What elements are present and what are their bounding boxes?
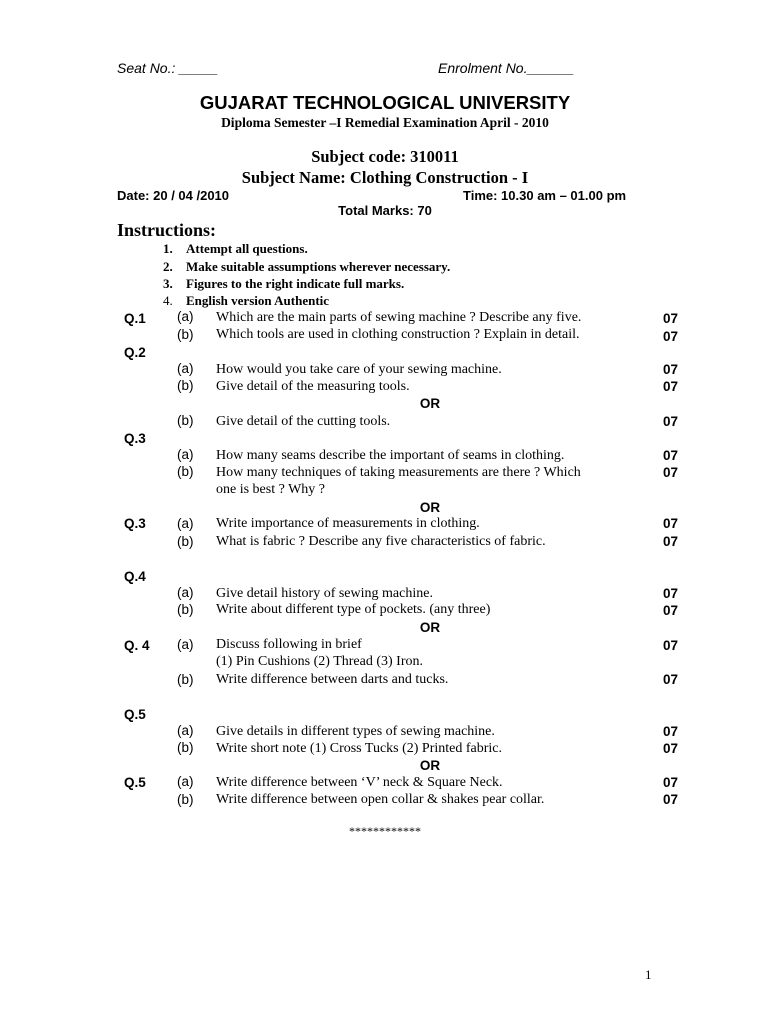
subquestion-label: (b) — [177, 378, 194, 393]
question-text: Write difference between darts and tucks. — [216, 672, 449, 687]
subquestion-label: (b) — [177, 602, 194, 617]
question-label: Q.3 — [124, 516, 146, 531]
question-text: Give details in different types of sewing machine. — [216, 724, 495, 739]
instruction-number: 3. — [163, 276, 173, 291]
subquestion-label: (b) — [177, 327, 194, 342]
or-separator: OR — [419, 758, 441, 773]
instruction-number: 1. — [163, 241, 173, 256]
question-label: Q.5 — [124, 775, 146, 790]
question-text: Give detail of the measuring tools. — [216, 379, 410, 394]
subquestion-label: (b) — [177, 534, 194, 549]
marks: 07 — [663, 586, 679, 601]
marks: 07 — [663, 414, 679, 429]
question-text: How many seams describe the important of seams in clothing. — [216, 448, 565, 463]
question-text: Write difference between open collar & shakes pear collar. — [216, 792, 545, 807]
subquestion-label: (a) — [177, 585, 194, 600]
subquestion-label: (b) — [177, 740, 194, 755]
marks: 07 — [663, 534, 679, 549]
exam-time: Time: 10.30 am – 01.00 pm — [463, 188, 627, 203]
seat-number-field: Seat No.: _____ — [117, 60, 219, 76]
instruction-text: Attempt all questions. — [186, 241, 308, 256]
marks: 07 — [663, 516, 679, 531]
question-text: Which are the main parts of sewing machine ? Describe any five. — [216, 310, 582, 325]
question-text: How many techniques of taking measurements are there ? Which — [216, 465, 581, 480]
question-text: Give detail history of sewing machine. — [216, 586, 433, 601]
question-label: Q.1 — [124, 311, 146, 326]
or-separator: OR — [419, 396, 441, 411]
subquestion-label: (a) — [177, 774, 194, 789]
marks: 07 — [663, 638, 679, 653]
question-text-continued: one is best ? Why ? — [216, 482, 325, 497]
exam-date: Date: 20 / 04 /2010 — [117, 188, 230, 203]
total-marks: Total Marks: 70 — [338, 203, 432, 218]
marks: 07 — [663, 379, 679, 394]
question-text: Write about different type of pockets. (any three) — [216, 602, 491, 617]
subquestion-label: (a) — [177, 361, 194, 376]
question-text: Which tools are used in clothing construction ? Explain in detail. — [216, 327, 580, 342]
marks: 07 — [663, 448, 679, 463]
question-text: Write difference between ‘V’ neck & Square Neck. — [216, 775, 503, 790]
or-separator: OR — [419, 500, 441, 515]
subject-code: Subject code: 310011 — [311, 147, 459, 166]
subquestion-label: (a) — [177, 723, 194, 738]
subquestion-label: (a) — [177, 447, 194, 462]
enrolment-number-field: Enrolment No.______ — [438, 60, 575, 76]
question-label: Q.2 — [124, 345, 146, 360]
question-text: How would you take care of your sewing machine. — [216, 362, 502, 377]
page-number: 1 — [645, 967, 652, 982]
instructions-heading: Instructions: — [117, 220, 217, 240]
subquestion-label: (b) — [177, 792, 194, 807]
marks: 07 — [663, 741, 679, 756]
marks: 07 — [663, 792, 679, 807]
subquestion-label: (b) — [177, 413, 194, 428]
subquestion-label: (b) — [177, 672, 194, 687]
marks: 07 — [663, 603, 679, 618]
question-text: What is fabric ? Describe any five characteristics of fabric. — [216, 534, 546, 549]
subquestion-label: (a) — [177, 516, 194, 531]
question-text: Write short note (1) Cross Tucks (2) Printed fabric. — [216, 741, 503, 756]
question-label: Q.4 — [124, 569, 146, 584]
question-label: Q.5 — [124, 707, 146, 722]
marks: 07 — [663, 672, 679, 687]
or-separator: OR — [419, 620, 441, 635]
instruction-number: 2. — [163, 259, 173, 274]
question-text: Write importance of measurements in clothing. — [216, 516, 480, 531]
question-text: Give detail of the cutting tools. — [216, 414, 391, 429]
instruction-text: English version Authentic — [186, 293, 330, 308]
subquestion-label: (a) — [177, 637, 194, 652]
marks: 07 — [663, 362, 679, 377]
marks: 07 — [663, 775, 679, 790]
instruction-text: Figures to the right indicate full marks. — [186, 276, 405, 291]
marks: 07 — [663, 465, 679, 480]
marks: 07 — [663, 311, 679, 326]
subquestion-label: (b) — [177, 464, 194, 479]
question-label: Q.3 — [124, 431, 146, 446]
marks: 07 — [663, 724, 679, 739]
marks: 07 — [663, 329, 679, 344]
question-text: Discuss following in brief — [216, 637, 362, 652]
exam-title: Diploma Semester –I Remedial Examination April - 2010 — [221, 115, 549, 130]
question-label: Q. 4 — [124, 638, 150, 653]
question-text-continued: (1) Pin Cushions (2) Thread (3) Iron. — [216, 654, 423, 669]
university-title: GUJARAT TECHNOLOGICAL UNIVERSITY — [199, 92, 571, 113]
instruction-number: 4. — [163, 293, 173, 308]
end-of-paper-stars: ************ — [349, 824, 421, 838]
subquestion-label: (a) — [177, 309, 194, 324]
subject-name: Subject Name: Clothing Construction - I — [241, 168, 529, 187]
instruction-text: Make suitable assumptions wherever necessary. — [186, 259, 451, 274]
